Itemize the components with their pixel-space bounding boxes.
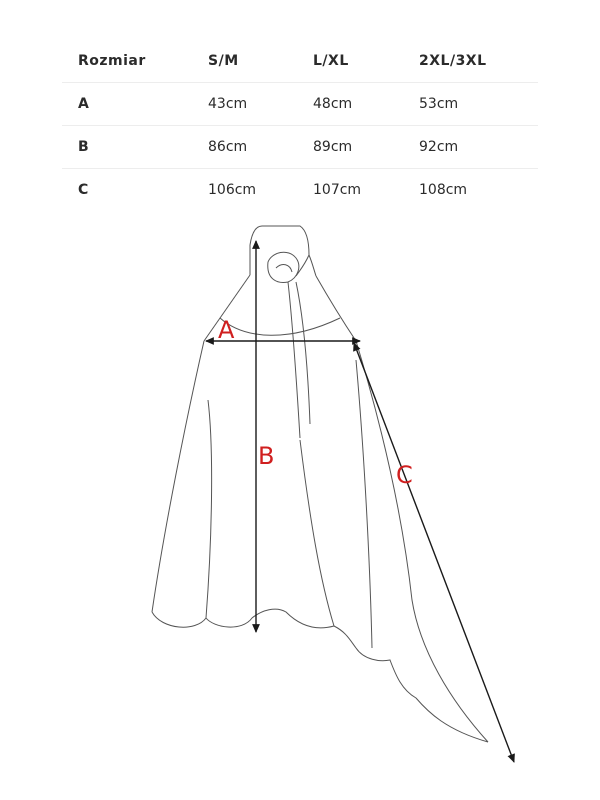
label-b: B xyxy=(258,442,275,470)
cell-c-lxl: 107cm xyxy=(313,182,362,198)
row-label-b: B xyxy=(78,139,89,155)
collar-right-side xyxy=(309,255,316,276)
label-a: A xyxy=(218,316,235,344)
right-shoulder xyxy=(316,276,356,341)
cell-a-sm: 43cm xyxy=(208,96,248,112)
cell-a-lxl: 48cm xyxy=(313,96,353,112)
header-rozmiar: Rozmiar xyxy=(78,53,146,69)
header-size-lxl: L/XL xyxy=(313,53,349,69)
cell-b-2xl3xl: 92cm xyxy=(419,139,459,155)
neckline xyxy=(220,318,340,335)
drape-fold-2 xyxy=(300,440,334,626)
measurement-lines xyxy=(206,241,514,762)
cell-b-sm: 86cm xyxy=(208,139,248,155)
label-c: C xyxy=(396,461,413,489)
bow-outline xyxy=(268,252,299,282)
row-label-a: A xyxy=(78,96,89,112)
tie-ribbon-left xyxy=(288,282,300,438)
garment-outline xyxy=(152,226,488,742)
bow-inner xyxy=(276,265,292,272)
cell-a-2xl3xl: 53cm xyxy=(419,96,459,112)
cell-c-2xl3xl: 108cm xyxy=(419,182,468,198)
header-size-sm: S/M xyxy=(208,53,239,69)
collar-outline xyxy=(250,226,309,276)
row-label-c: C xyxy=(78,182,89,198)
left-side-seam xyxy=(152,341,204,612)
drape-fold-1 xyxy=(206,400,212,618)
measure-line-c xyxy=(354,343,514,762)
header-size-2xl3xl: 2XL/3XL xyxy=(419,53,487,69)
cell-b-lxl: 89cm xyxy=(313,139,353,155)
hem-outline xyxy=(152,609,488,742)
cell-c-sm: 106cm xyxy=(208,182,257,198)
drape-fold-3 xyxy=(356,360,372,648)
